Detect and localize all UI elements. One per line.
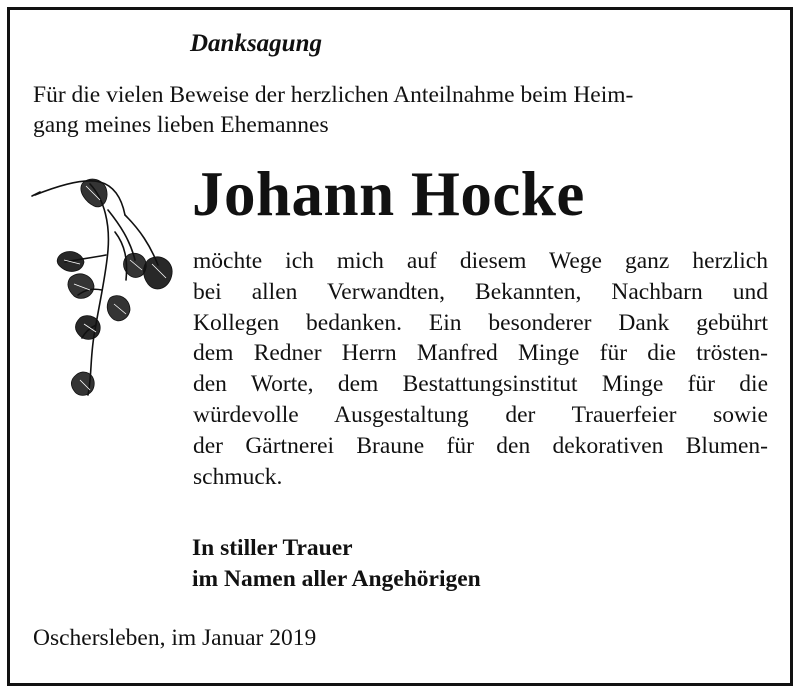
intro-line: Für die vielen Beweise der herzlichen Anteilnahme beim Heim- — [33, 82, 634, 108]
intro-line: gang meines lieben Ehemannes — [33, 112, 329, 138]
body-line: würdevolle Ausgestaltung der Trauerfeier sowie — [193, 401, 768, 428]
signature-line-2: im Namen aller Angehörigen — [192, 566, 481, 592]
place-date: Oschersleben, im Januar 2019 — [33, 625, 317, 651]
notice-heading: Danksagung — [190, 30, 322, 57]
deceased-name: Johann Hocke — [192, 159, 585, 229]
body-text — [193, 246, 768, 492]
signature-line-1: In stiller Trauer — [192, 535, 353, 561]
body-line: den Worte, dem Bestattungsinstitut Minge für die — [193, 371, 768, 398]
body-line: schmuck. — [193, 463, 283, 490]
birch-branch-icon — [30, 170, 190, 410]
body-line: dem Redner Herrn Manfred Minge für die trösten- — [193, 340, 768, 367]
body-line: der Gärtnerei Braune für den dekorativen Blumen- — [193, 432, 768, 459]
body-line: Kollegen bedanken. Ein besonderer Dank gebührt — [193, 309, 768, 336]
body-line: möchte ich mich auf diesem Wege ganz herzlich — [193, 248, 768, 274]
body-line: bei allen Verwandten, Bekannten, Nachbarn und — [193, 278, 768, 305]
intro-text — [33, 80, 633, 140]
